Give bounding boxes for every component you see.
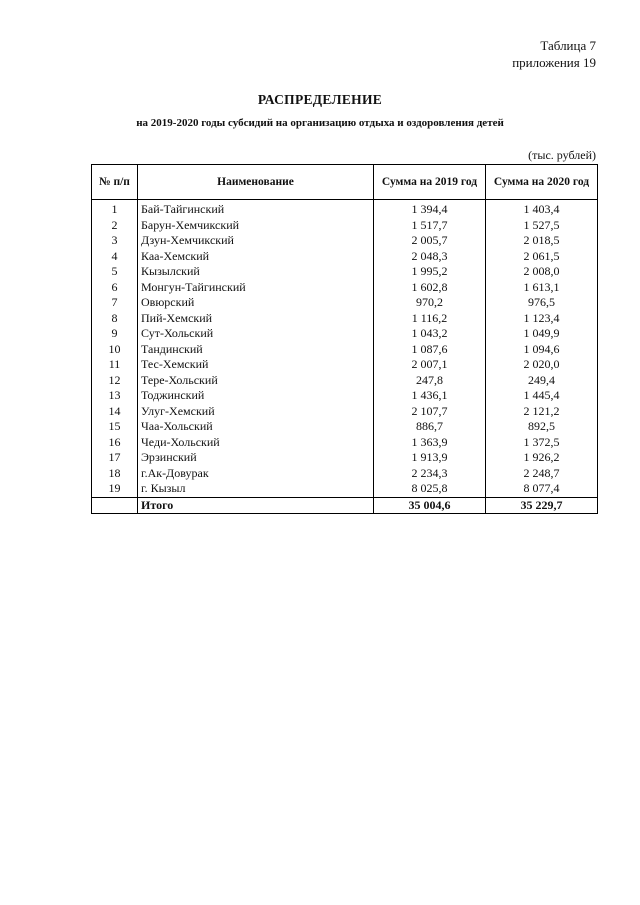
sum-2019: 8 025,8: [374, 481, 486, 497]
district-name: г. Кызыл: [138, 481, 374, 497]
row-number: 5: [92, 264, 138, 280]
sum-2019: 1 043,2: [374, 326, 486, 342]
appendix-reference: приложения 19: [512, 55, 596, 70]
table-row: [92, 249, 598, 265]
table-row: [92, 450, 598, 466]
document-reference: [512, 37, 596, 71]
district-name: Кызылский: [138, 264, 374, 280]
table-row: [92, 218, 598, 234]
sum-2020: 976,5: [486, 295, 598, 311]
header-num: № п/п: [92, 165, 138, 200]
table-row: [92, 435, 598, 451]
district-name: Тере-Хольский: [138, 373, 374, 389]
table-row: [92, 295, 598, 311]
sum-2020: 1 527,5: [486, 218, 598, 234]
total-2020: 35 229,7: [486, 497, 598, 514]
district-name: Сут-Хольский: [138, 326, 374, 342]
total-row: [92, 497, 598, 514]
table-row: [92, 326, 598, 342]
sum-2019: 1 913,9: [374, 450, 486, 466]
row-number: 15: [92, 419, 138, 435]
row-number: 14: [92, 404, 138, 420]
sum-2019: 1 602,8: [374, 280, 486, 296]
sum-2020: 1 403,4: [486, 200, 598, 218]
sum-2020: 1 445,4: [486, 388, 598, 404]
table-row: [92, 388, 598, 404]
row-number: 4: [92, 249, 138, 265]
row-number: 17: [92, 450, 138, 466]
row-number: 1: [92, 200, 138, 218]
header-name: Наименование: [138, 165, 374, 200]
district-name: Улуг-Хемский: [138, 404, 374, 420]
district-name: Тоджинский: [138, 388, 374, 404]
sum-2019: 1 394,4: [374, 200, 486, 218]
sum-2019: 1 087,6: [374, 342, 486, 358]
row-number: 16: [92, 435, 138, 451]
sum-2020: 2 061,5: [486, 249, 598, 265]
sum-2019: 1 363,9: [374, 435, 486, 451]
row-number: 12: [92, 373, 138, 389]
sum-2019: 1 995,2: [374, 264, 486, 280]
sum-2019: 2 234,3: [374, 466, 486, 482]
sum-2020: 249,4: [486, 373, 598, 389]
header-sum-2019: Сумма на 2019 год: [374, 165, 486, 200]
row-number: 2: [92, 218, 138, 234]
district-name: г.Ак-Довурак: [138, 466, 374, 482]
row-number: 8: [92, 311, 138, 327]
row-number: 7: [92, 295, 138, 311]
document-subtitle: на 2019-2020 годы субсидий на организацию отдыха и оздоровления детей: [136, 117, 504, 129]
sum-2020: 2 248,7: [486, 466, 598, 482]
sum-2019: 970,2: [374, 295, 486, 311]
district-name: Монгун-Тайгинский: [138, 280, 374, 296]
distribution-table: [91, 164, 598, 514]
district-name: Каа-Хемский: [138, 249, 374, 265]
table-row: [92, 357, 598, 373]
table-reference: Таблица 7: [540, 38, 596, 53]
sum-2019: 2 007,1: [374, 357, 486, 373]
table-row: [92, 419, 598, 435]
table-row: [92, 233, 598, 249]
header-sum-2020: Сумма на 2020 год: [486, 165, 598, 200]
district-name: Чаа-Хольский: [138, 419, 374, 435]
document-title: РАСПРЕДЕЛЕНИЕ: [257, 92, 383, 107]
total-num-cell: [92, 497, 138, 514]
sum-2019: 247,8: [374, 373, 486, 389]
table-row: [92, 466, 598, 482]
sum-2020: 1 372,5: [486, 435, 598, 451]
sum-2020: 1 926,2: [486, 450, 598, 466]
table-body: [92, 200, 598, 498]
sum-2020: 2 008,0: [486, 264, 598, 280]
sum-2020: 8 077,4: [486, 481, 598, 497]
district-name: Тандинский: [138, 342, 374, 358]
units-note: (тыс. рублей): [528, 148, 596, 162]
sum-2019: 1 116,2: [374, 311, 486, 327]
table-row: [92, 200, 598, 218]
district-name: Овюрский: [138, 295, 374, 311]
sum-2020: 892,5: [486, 419, 598, 435]
table-header-row: [92, 165, 598, 200]
district-name: Чеди-Хольский: [138, 435, 374, 451]
district-name: Барун-Хемчикский: [138, 218, 374, 234]
sum-2020: 2 018,5: [486, 233, 598, 249]
district-name: Бай-Тайгинский: [138, 200, 374, 218]
sum-2019: 886,7: [374, 419, 486, 435]
sum-2019: 1 517,7: [374, 218, 486, 234]
row-number: 3: [92, 233, 138, 249]
row-number: 6: [92, 280, 138, 296]
sum-2019: 1 436,1: [374, 388, 486, 404]
row-number: 13: [92, 388, 138, 404]
sum-2020: 1 123,4: [486, 311, 598, 327]
sum-2020: 1 613,1: [486, 280, 598, 296]
table-row: [92, 280, 598, 296]
table-row: [92, 404, 598, 420]
sum-2019: 2 048,3: [374, 249, 486, 265]
district-name: Пий-Хемский: [138, 311, 374, 327]
row-number: 19: [92, 481, 138, 497]
table-row: [92, 264, 598, 280]
sum-2019: 2 107,7: [374, 404, 486, 420]
row-number: 11: [92, 357, 138, 373]
table-row: [92, 342, 598, 358]
sum-2020: 1 094,6: [486, 342, 598, 358]
table-row: [92, 481, 598, 497]
total-label: Итого: [138, 497, 374, 514]
total-2019: 35 004,6: [374, 497, 486, 514]
sum-2019: 2 005,7: [374, 233, 486, 249]
table-row: [92, 373, 598, 389]
sum-2020: 2 121,2: [486, 404, 598, 420]
sum-2020: 1 049,9: [486, 326, 598, 342]
row-number: 10: [92, 342, 138, 358]
row-number: 9: [92, 326, 138, 342]
sum-2020: 2 020,0: [486, 357, 598, 373]
district-name: Тес-Хемский: [138, 357, 374, 373]
row-number: 18: [92, 466, 138, 482]
district-name: Дзун-Хемчикский: [138, 233, 374, 249]
table-row: [92, 311, 598, 327]
district-name: Эрзинский: [138, 450, 374, 466]
